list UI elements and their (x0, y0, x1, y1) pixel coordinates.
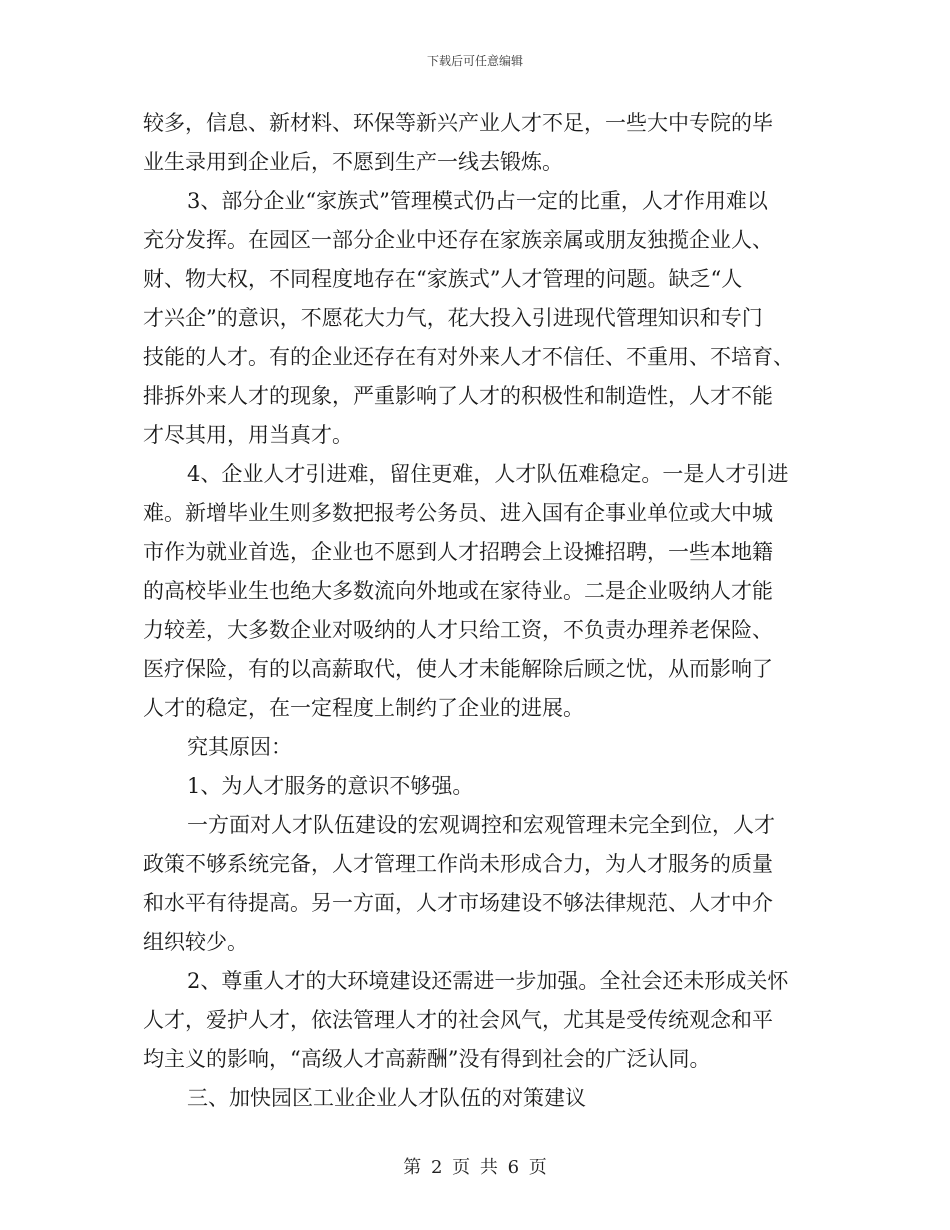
cause-2-paragraph-start: 2、尊重人才的大环境建设还需进一步加强。全社会还未形成关怀 (187, 969, 789, 993)
body-line: 充分发挥。在园区一部分企业中还存在家族亲属或朋友独揽企业人、 (143, 228, 773, 252)
paragraph-4-start: 4、企业人才引进难，留住更难，人才队伍难稳定。一是人才引进 (187, 462, 789, 486)
body-line: 才兴企”的意识，不愿花大力气，花大投入引进现代管理知识和专门 (143, 306, 763, 330)
body-line: 较多，信息、新材料、环保等新兴产业人才不足，一些大中专院的毕 (143, 111, 773, 135)
section-heading-3: 三、加快园区工业企业人才队伍的对策建议 (187, 1086, 586, 1110)
page-number-footer: 第 2 页 共 6 页 (403, 1157, 547, 1178)
body-line: 的高校毕业生也绝大多数流向外地或在家待业。二是企业吸纳人才能 (143, 579, 773, 603)
body-line: 组织较少。 (143, 930, 248, 954)
body-line: 医疗保险，有的以高薪取代，使人才未能解除后顾之忧，从而影响了 (143, 657, 773, 681)
body-line: 人才的稳定，在一定程度上制约了企业的进展。 (143, 696, 584, 720)
body-line: 市作为就业首选，企业也不愿到人才招聘会上设摊招聘，一些本地籍 (143, 540, 773, 564)
section-heading-causes: 究其原因： (187, 735, 292, 759)
body-line: 力较差，大多数企业对吸纳的人才只给工资，不负责办理养老保险、 (143, 618, 773, 642)
body-line: 财、物大权，不同程度地存在“家族式”人才管理的问题。缺乏“人 (143, 267, 743, 291)
body-line: 技能的人才。有的企业还存在有对外来人才不信任、不重用、不培育、 (143, 345, 794, 369)
page-header: 下载后可任意编辑 (426, 54, 523, 68)
body-line: 人才，爱护人才，依法管理人才的社会风气，尤其是受传统观念和平 (143, 1008, 773, 1032)
body-line: 和水平有待提高。另一方面，人才市场建设不够法律规范、人才中介 (143, 891, 773, 915)
cause-1-paragraph-start: 一方面对人才队伍建设的宏观调控和宏观管理未完全到位，人才 (187, 813, 775, 837)
body-line: 难。新增毕业生则多数把报考公务员、进入国有企事业单位或大中城 (143, 501, 773, 525)
paragraph-3-start: 3、部分企业“家族式”管理模式仍占一定的比重，人才作用难以 (187, 189, 768, 213)
document-body (143, 104, 813, 1118)
cause-1-heading: 1、为人才服务的意识不够强。 (187, 774, 474, 798)
body-line: 才尽其用，用当真才。 (143, 423, 353, 447)
body-line: 政策不够系统完备，人才管理工作尚未形成合力，为人才服务的质量 (143, 852, 773, 876)
body-line: 均主义的影响，“高级人才高薪酬”没有得到社会的广泛认同。 (143, 1047, 711, 1071)
body-line: 业生录用到企业后，不愿到生产一线去锻炼。 (143, 150, 563, 174)
body-line: 排拆外来人才的现象，严重影响了人才的积极性和制造性，人才不能 (143, 384, 773, 408)
